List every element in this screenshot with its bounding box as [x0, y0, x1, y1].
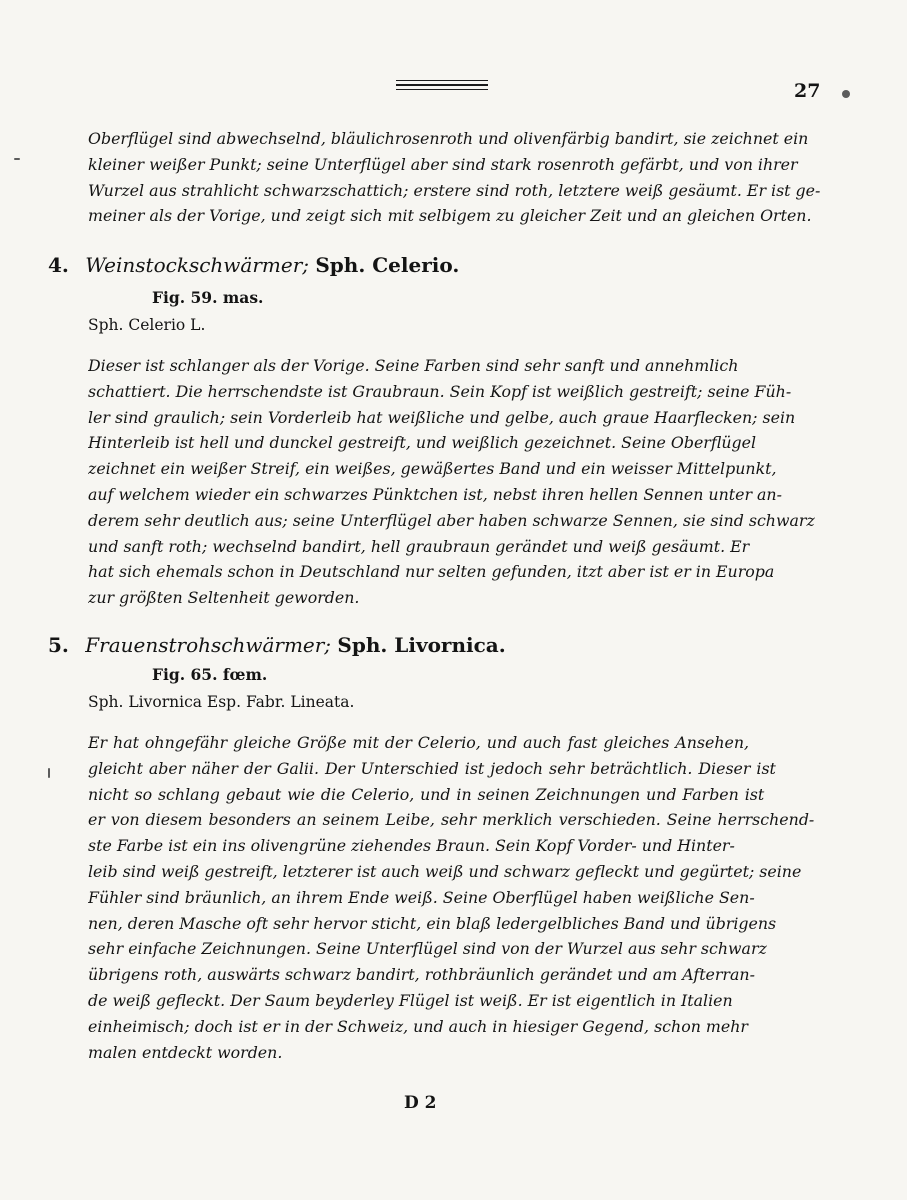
- text-line: Dieser ist schlanger als der Vorige. Seine Farben sind sehr sanft und annehmlich: [88, 356, 739, 375]
- text-line: übrigens roth, auswärts schwarz bandirt, rothbräunlich gerändet und am Afterran-: [88, 965, 755, 985]
- ink-speck: [842, 90, 850, 98]
- german-name: Weinstockschwärmer;: [85, 253, 309, 277]
- text-line: leib sind weiß gestreift, letzterer ist auch weiß und schwarz gefleckt und gegürtet; seine: [88, 861, 802, 881]
- text-line: ler sind graulich; sein Vorderleib hat weißliche und gelbe, auch graue Haarflecken; sein: [88, 407, 796, 427]
- text-line: Fühler sind bräunlich, an ihrem Ende weiß. Seine Oberflügel haben weißliche Sen-: [88, 887, 755, 907]
- text-line: derem sehr deutlich aus; seine Unterflügel aber haben schwarze Sennen, sie sind schwarz: [88, 510, 815, 530]
- text-line: sehr einfache Zeichnungen. Seine Unterflügel sind von der Wurzel aus sehr schwarz: [88, 939, 767, 959]
- text-line: meiner als der Vorige, und zeigt sich mit selbigem zu gleicher Zeit und an gleichen Orten.: [88, 206, 812, 226]
- figure-reference: Fig. 59. mas.: [152, 288, 264, 307]
- text-line: zur größten Seltenheit geworden.: [88, 588, 360, 608]
- section-number: 4.: [48, 253, 69, 277]
- page-number: 27: [794, 80, 821, 102]
- text-line: kleiner weißer Punkt; seine Unterflügel aber sind stark rosenroth gefärbt, und von ihrer: [88, 154, 798, 174]
- printer-signature: D 2: [404, 1093, 437, 1113]
- synonym: Sph. Celerio L.: [88, 316, 206, 334]
- ink-speck: [48, 768, 50, 778]
- figure-reference: Fig. 65. fœm.: [152, 665, 268, 684]
- text-line: und sanft roth; wechselnd bandirt, hell graubraun gerändet und weiß gesäumt. Er: [88, 536, 750, 556]
- section-4-heading: [48, 253, 459, 277]
- text-line: hat sich ehemals schon in Deutschland nur selten gefunden, itzt aber ist er in Europa: [88, 562, 775, 582]
- text-line: malen entdeckt worden.: [88, 1042, 283, 1062]
- text-line: ste Farbe ist ein ins olivengrüne ziehendes Braun. Sein Kopf Vorder- und Hinter-: [88, 836, 735, 856]
- synonym: Sph. Livornica Esp. Fabr. Lineata.: [88, 693, 355, 711]
- section-5-paragraph: [88, 730, 814, 1065]
- text-line: zeichnet ein weißer Streif, ein weißes, gewäßertes Band und ein weisser Mittelpunkt,: [88, 459, 777, 479]
- text-line: Er hat ohngefähr gleiche Größe mit der Celerio, und auch fast gleiches Ansehen,: [88, 733, 750, 752]
- scientific-name: Sph. Livornica.: [337, 633, 506, 657]
- text-line: de weiß gefleckt. Der Saum beyderley Flügel ist weiß. Er ist eigentlich in Italien: [88, 990, 733, 1010]
- text-line: einheimisch; doch ist er in der Schweiz, und auch in hiesiger Gegend, schon mehr: [88, 1016, 748, 1036]
- text-line: Wurzel aus strahlicht schwarzschattich; erstere sind roth, letztere weiß gesäumt. Er ist ge-: [88, 180, 821, 200]
- intro-paragraph: [88, 126, 820, 229]
- ink-speck: [14, 158, 20, 160]
- section-number: 5.: [48, 633, 69, 657]
- german-name: Frauenstrohschwärmer;: [85, 633, 332, 657]
- text-line: nen, deren Masche oft sehr hervor sticht, ein blaß ledergelbliches Band und übrigens: [88, 913, 777, 933]
- scientific-name: Sph. Celerio.: [315, 253, 460, 277]
- text-line: auf welchem wieder ein schwarzes Pünktchen ist, nebst ihren hellen Sennen unter an-: [88, 484, 782, 504]
- text-line: nicht so schlang gebaut wie die Celerio, und in seinen Zeichnungen und Farben ist: [88, 784, 765, 804]
- section-5-heading: [48, 633, 506, 657]
- text-line: Oberflügel sind abwechselnd, bläulichrosenroth und olivenfärbig bandirt, sie zeichnet ein: [88, 129, 809, 148]
- text-line: Hinterleib ist hell und dunckel gestreift, und weißlich gezeichnet. Seine Oberflügel: [88, 433, 757, 453]
- text-line: gleicht aber näher der Galii. Der Unterschied ist jedoch sehr beträchtlich. Dieser ist: [88, 758, 776, 778]
- section-4-paragraph: [88, 353, 815, 611]
- text-line: schattiert. Die herrschendste ist Graubraun. Sein Kopf ist weißlich gestreift; seine Füh-: [88, 381, 792, 401]
- header-rule: [396, 80, 488, 93]
- text-line: er von diesem besonders an seinem Leibe, sehr merklich verschieden. Seine herrschend-: [88, 810, 815, 830]
